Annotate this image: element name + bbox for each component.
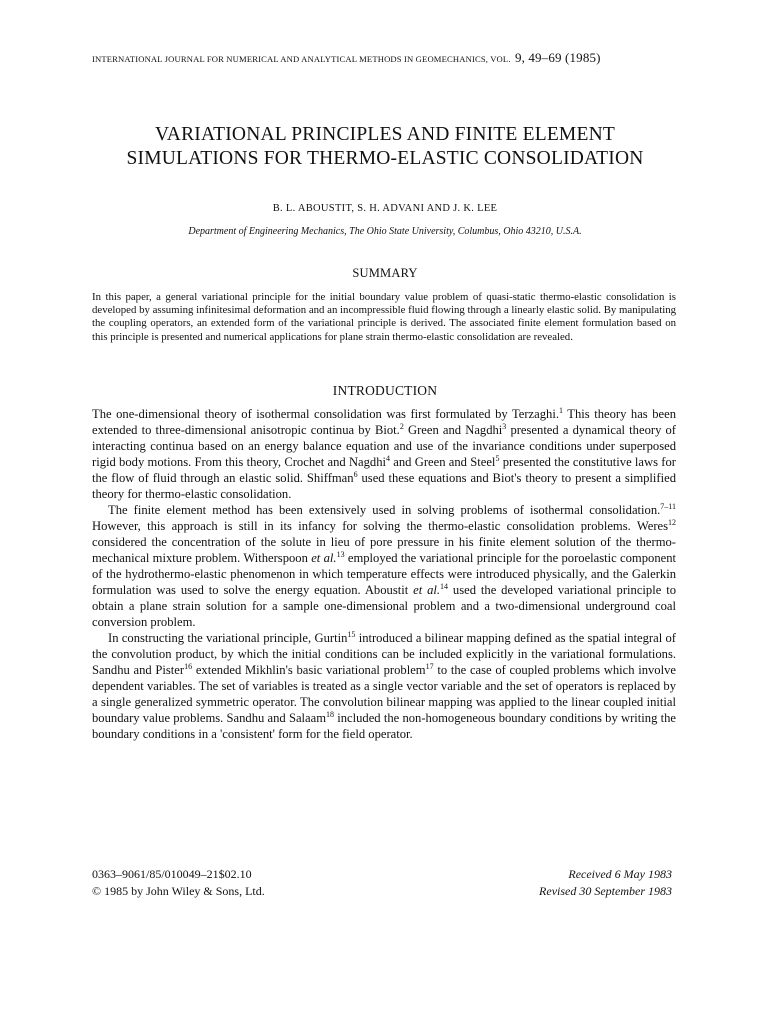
title-line-1: VARIATIONAL PRINCIPLES AND FINITE ELEMENT: [155, 124, 615, 145]
summary-text: In this paper, a general variational principle for the initial boundary value problem of quasi-static thermo-elastic consolidation is developed by assuming infinitesimal deformation and an incompressible fluid flowing through a linearly elastic solid. By manipulating the coupling operators, an extended form of the variational principle is derived. The associated finite element formulation based on this principle is presented and numerical applications for plane strain thermo-elastic consolidation are revealed.: [92, 291, 676, 343]
footer-dates: [539, 866, 672, 899]
text-run: introduced a bilinear mapping defined as the spatial integral of the convolution product, by which the initial conditions can be included explicitly in the variational formulations. Sandhu and Pister: [92, 631, 677, 677]
et-al-italic: et al.: [311, 551, 337, 565]
citation-ref: 18: [326, 710, 335, 719]
text-run: included the non-homogeneous boundary conditions by writing the boundary conditions in a 'consistent' form for the field operator.: [92, 711, 676, 741]
paper-title: [60, 123, 710, 171]
citation-ref: 5: [495, 454, 500, 463]
text-run: considered the concentration of the solute in lieu of pore pressure in his finite element solution of the thermo-mechanical mixture problem. Witherspoon: [92, 535, 676, 565]
text-run: and Green and Steel: [390, 455, 496, 469]
revised-date: Revised 30 September 1983: [539, 883, 672, 898]
text-run: used these equations and Biot's theory to present a simplified theory for thermo-elastic consolidation.: [92, 471, 676, 501]
affiliation: Department of Engineering Mechanics, The Ohio State University, Columbus, Ohio 43210, U.S.A.: [188, 226, 582, 237]
text-run: presented the constitutive laws for the flow of fluid through an elastic solid. Shiffman: [92, 455, 676, 485]
text-run: presented a dynamical theory of interacting continua based on an energy balance equation and use of the invariance conditions under superposed rigid body motions. From this theory, Crochet and Nagdhi: [92, 423, 676, 469]
citation-ref: 7–11: [660, 502, 676, 511]
summary-heading: SUMMARY: [352, 266, 418, 280]
intro-paragraph-1: [92, 406, 676, 502]
footer-publication-info: [92, 866, 265, 899]
text-run: Green and Nagdhi: [403, 423, 503, 437]
et-al-italic: et al.: [413, 583, 441, 597]
authors: B. L. ABOUSTIT, S. H. ADVANI AND J. K. LEE: [272, 203, 498, 214]
journal-name: INTERNATIONAL JOURNAL FOR NUMERICAL AND ANALYTICAL METHODS IN GEOMECHANICS, VOL.: [92, 54, 511, 64]
citation-ref: 13: [336, 550, 345, 559]
text-run: This theory has been extended to three-dimensional anisotropic continua by Biot.: [92, 407, 676, 437]
intro-paragraph-2: [92, 502, 676, 630]
text-run: employed the variational principle for the poroelastic component of the hydrothermo-elastic phenomenon in which temperature effects were introduced physically, and the Galerkin formulation was used to solve the energy equation. Aboustit: [92, 551, 677, 597]
text-run: The one-dimensional theory of isothermal consolidation was first formulated by Terzaghi.: [92, 407, 559, 421]
intro-paragraph-3: [92, 630, 676, 742]
citation-ref: 17: [425, 662, 434, 671]
received-date: Received 6 May 1983: [568, 867, 672, 881]
text-run: used the developed variational principle to obtain a plane strain solution for a sample one-dimensional problem and a two-dimensional underground coal conversion problem.: [92, 583, 676, 629]
citation-ref: 16: [184, 662, 193, 671]
title-line-2: SIMULATIONS FOR THERMO-ELASTIC CONSOLIDATION: [126, 148, 644, 169]
text-run: The finite element method has been extensively used in solving problems of isothermal consolidation.: [108, 503, 661, 517]
text-run: However, this approach is still in its infancy for solving the thermo-elastic consolidation problems. Weres: [92, 519, 668, 533]
citation-ref: 2: [399, 422, 404, 431]
citation-ref: 14: [440, 582, 449, 591]
introduction-heading: INTRODUCTION: [332, 383, 438, 398]
article-code: 0363–9061/85/010049–21$02.10: [92, 867, 252, 881]
citation-ref: 12: [668, 518, 676, 527]
introduction-body: [92, 406, 676, 742]
text-run: to the case of coupled problems which involve dependent variables. The set of variables is treated as a single vector variable and the set of operators is replaced by a single generalized symmetric operator. The convolution bilinear mapping was applied to the linear coupled initial boundary value problems. Sandhu and Salaam: [92, 663, 676, 725]
citation-ref: 1: [558, 406, 563, 415]
text-run: In constructing the variational principle, Gurtin: [108, 631, 348, 645]
citation-ref: 15: [347, 630, 356, 639]
copyright-notice: © 1985 by John Wiley & Sons, Ltd.: [92, 883, 265, 898]
volume-pages: 9, 49–69 (1985): [514, 50, 601, 65]
citation-ref: 3: [502, 422, 507, 431]
citation-ref: 6: [353, 470, 358, 479]
running-head: [92, 50, 672, 66]
citation-ref: 4: [386, 454, 391, 463]
text-run: extended Mikhlin's basic variational problem: [192, 663, 426, 677]
